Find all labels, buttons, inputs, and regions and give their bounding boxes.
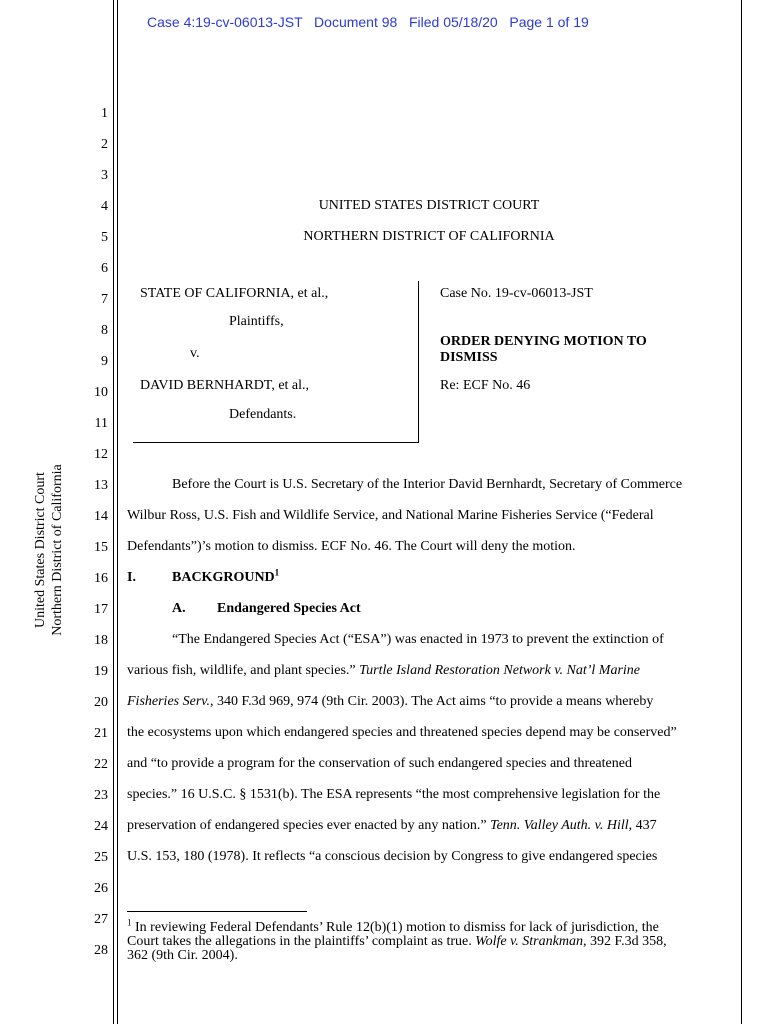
body-line-23: species.” 16 U.S.C. § 1531(b). The ESA represents “the most comprehensive legislation for the	[127, 787, 661, 802]
line-number: 28	[94, 943, 108, 958]
body-line-18: “The Endangered Species Act (“ESA”) was enacted in 1973 to prevent the extinction of	[172, 632, 664, 647]
footnote-separator	[127, 911, 307, 912]
body-line-25: U.S. 153, 180 (1978). It reflects “a conscious decision by Congress to give endangered species	[127, 849, 658, 864]
court-name: UNITED STATES DISTRICT COURT	[318, 198, 540, 213]
body-line-13: Before the Court is U.S. Secretary of the Interior David Bernhardt, Secretary of Commerce	[172, 477, 683, 492]
footnote	[127, 917, 727, 963]
body-line-19	[127, 663, 640, 679]
body-line-20	[127, 694, 653, 710]
line-number: 4	[101, 199, 108, 214]
line-number: 16	[94, 571, 108, 586]
footnote-text-2: Court takes the allegations in the plaintiffs’ complaint as true.	[127, 934, 476, 949]
body-line-21: the ecosystems upon which endangered species and threatened species depend may be conserved”	[127, 725, 677, 740]
line-number: 17	[94, 602, 108, 617]
case-citation: Tenn. Valley Auth. v. Hill	[490, 818, 629, 833]
plaintiff-role: Plaintiffs,	[229, 314, 284, 329]
line-number: 21	[94, 726, 108, 741]
body-line-19-text: various fish, wildlife, and plant species.”	[127, 663, 360, 678]
line-number: 14	[94, 509, 108, 524]
defendant-name: DAVID BERNHARDT, et al.,	[140, 378, 310, 393]
body-line-24	[127, 818, 657, 834]
heading-background	[172, 567, 280, 586]
line-number: 1	[101, 106, 108, 121]
body-line-24-text: preservation of endangered species ever enacted by any nation.”	[127, 818, 491, 833]
line-number: 6	[101, 261, 108, 276]
line-number: 8	[101, 323, 108, 338]
plaintiff-name: STATE OF CALIFORNIA, et al.,	[140, 286, 329, 301]
footnote-text-1: In reviewing Federal Defendants’ Rule 12(b)(1) motion to dismiss for lack of jurisdiction, the	[131, 920, 659, 935]
left-margin-rule-inner	[117, 0, 118, 1024]
line-number: 10	[94, 385, 108, 400]
line-number: 7	[101, 292, 108, 307]
case-number: Case No. 19-cv-06013-JST	[440, 286, 593, 301]
case-citation: Turtle Island Restoration Network v. Nat’l Marine	[359, 663, 641, 678]
line-number: 13	[94, 478, 108, 493]
left-margin-rule	[113, 0, 114, 1024]
line-number: 19	[94, 664, 108, 679]
body-line-20-text: , 340 F.3d 969, 974 (9th Cir. 2003). The Act aims “to provide a means whereby	[209, 694, 654, 709]
ecf-reference: Re: ECF No. 46	[440, 378, 531, 393]
body-line-22: and “to provide a program for the conservation of such endangered species and threatened	[127, 756, 632, 771]
defendant-role: Defendants.	[229, 407, 297, 422]
footnote-line-1	[127, 917, 727, 935]
heading-background-text: BACKGROUND	[172, 570, 275, 585]
line-number: 27	[94, 912, 108, 927]
heading-number-1: I.	[127, 570, 136, 585]
order-title-line1: ORDER DENYING MOTION TO	[440, 334, 647, 349]
right-margin-rule	[741, 0, 742, 1024]
footnote-ref: 1	[274, 567, 280, 578]
court-side-label	[32, 464, 66, 635]
line-number: 11	[94, 416, 108, 431]
line-number: 25	[94, 850, 108, 865]
case-citation: Fisheries Serv.	[127, 694, 210, 709]
heading-number-a: A.	[172, 601, 186, 616]
line-number: 20	[94, 695, 108, 710]
footnote-mark: 1	[127, 917, 132, 928]
line-number: 24	[94, 819, 108, 834]
court-district: NORTHERN DISTRICT OF CALIFORNIA	[303, 229, 555, 244]
line-number: 2	[101, 137, 108, 152]
line-number: 15	[94, 540, 108, 555]
caption-vertical-rule	[418, 281, 419, 443]
line-number: 9	[101, 354, 108, 369]
body-line-15: Defendants”)’s motion to dismiss. ECF No. 46. The Court will deny the motion.	[127, 539, 576, 554]
line-number: 12	[94, 447, 108, 462]
document-header: Case 4:19-cv-06013-JST Document 98 Filed 05/18/20 Page 1 of 19	[147, 14, 589, 30]
footnote-line-2	[127, 935, 727, 949]
footnote-text-2-tail: , 392 F.3d 358,	[582, 934, 667, 949]
body-line-24-tail: , 437	[628, 818, 657, 833]
line-number: 3	[101, 168, 108, 183]
line-number: 18	[94, 633, 108, 648]
versus: v.	[190, 346, 200, 361]
heading-esa: Endangered Species Act	[217, 601, 361, 616]
side-label-line1: United States District Court	[33, 472, 48, 628]
footnote-line-3: 362 (9th Cir. 2004).	[127, 948, 238, 963]
side-label-line2: Northern District of California	[50, 464, 65, 636]
line-number: 5	[101, 230, 108, 245]
line-number: 23	[94, 788, 108, 803]
body-line-14: Wilbur Ross, U.S. Fish and Wildlife Service, and National Marine Fisheries Service (“Federal	[127, 508, 654, 523]
caption-horizontal-rule	[133, 442, 419, 443]
line-number: 22	[94, 757, 108, 772]
line-number: 26	[94, 881, 108, 896]
case-citation: Wolfe v. Strankman	[475, 934, 583, 949]
order-title-line2: DISMISS	[440, 350, 498, 365]
